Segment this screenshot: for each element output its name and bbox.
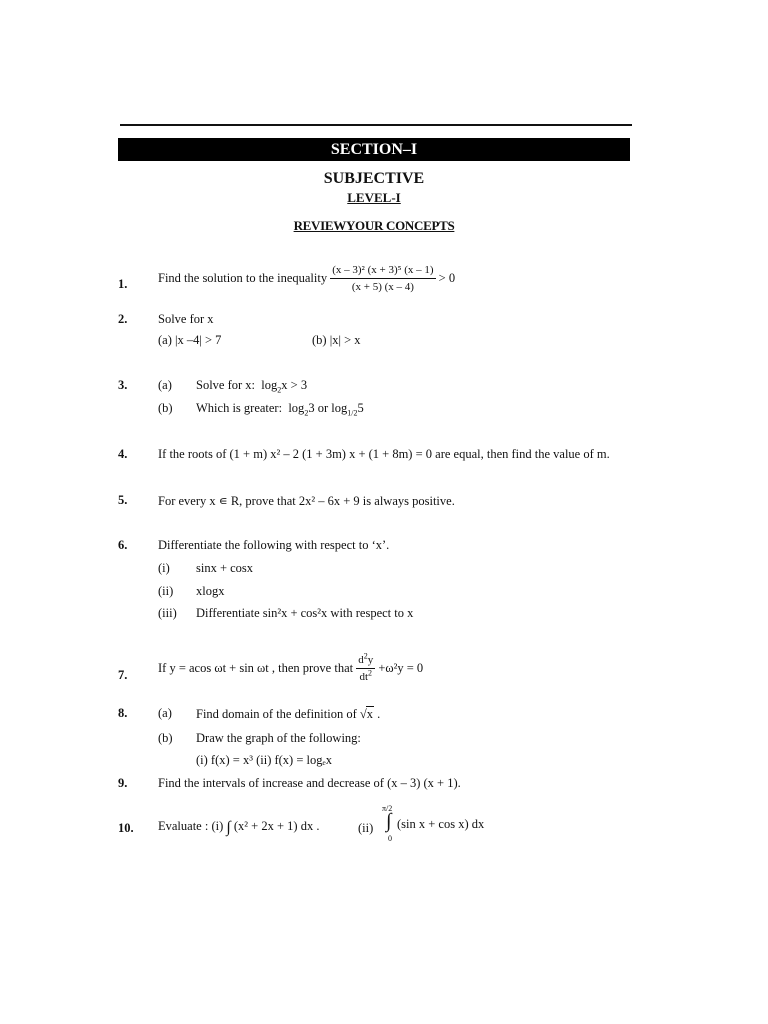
q1-number: 1. bbox=[118, 277, 128, 291]
q6-i-label: (i) bbox=[158, 561, 170, 575]
q1-denominator: (x + 5) (x – 4) bbox=[351, 281, 414, 293]
q2-part-b: (b) |x| > x bbox=[312, 333, 361, 347]
q2-text: Solve for x bbox=[158, 312, 214, 326]
q3-a-question: Solve for x: $\log_2x > 3$ bbox=[196, 378, 308, 395]
q3-b-label: (b) bbox=[158, 401, 173, 415]
q5-number: 5. bbox=[118, 493, 128, 507]
q8-a-label: (a) bbox=[158, 706, 172, 720]
q1-numerator: (x – 3)² (x + 3)⁵ (x – 1) bbox=[330, 264, 435, 279]
top-rule bbox=[120, 124, 632, 126]
q8-a-text: Find domain of the definition of bbox=[196, 707, 357, 721]
q8-b-text: Draw the graph of the following: bbox=[196, 731, 361, 745]
q3-b-question: Which is greater: $\log_23$ or $\log_{1/2}5$ bbox=[196, 401, 364, 418]
q3-a-text: Solve for x: bbox=[196, 378, 256, 392]
q6-iii-text: Differentiate sin²x + cos²x with respect to x bbox=[196, 606, 414, 620]
subjective-heading: SUBJECTIVE bbox=[323, 170, 425, 187]
q6-ii-text: xlogx bbox=[196, 584, 225, 598]
q10-i-expr: (x² + 2x + 1) dx . bbox=[233, 819, 320, 833]
q5-text: For every x ∊ R, prove that 2x² – 6x + 9 is always positive. bbox=[158, 494, 455, 508]
q9-number: 9. bbox=[118, 776, 128, 790]
q10-ii-label: (ii) bbox=[358, 821, 374, 835]
integral-sign-ii: ∫ bbox=[386, 810, 392, 832]
q3-or: or bbox=[317, 401, 329, 415]
q6-ii-label: (ii) bbox=[158, 584, 174, 598]
sqrt-symbol: √ bbox=[359, 707, 367, 721]
q8-b-parts: (i) f(x) = x³ (ii) f(x) = logₑx bbox=[196, 753, 332, 767]
q7-derivative: $\frac{d^2y}{dt^2}$ bbox=[358, 651, 374, 683]
q8-b-label: (b) bbox=[158, 731, 173, 745]
q4-number: 4. bbox=[118, 447, 128, 461]
q3-number: 3. bbox=[118, 378, 128, 392]
q10-part-i bbox=[158, 819, 319, 837]
q1-question bbox=[158, 264, 455, 293]
q1-fraction bbox=[330, 264, 435, 293]
q7-text: If y = acos ωt + sin ωt , then prove that bbox=[158, 661, 354, 675]
q10-text: Evaluate : (i) bbox=[158, 819, 224, 833]
q1-rhs: > 0 bbox=[438, 271, 456, 285]
q9-text: Find the intervals of increase and decrease of (x – 3) (x + 1). bbox=[158, 776, 461, 790]
level-heading: LEVEL-I bbox=[347, 190, 401, 205]
q10-number: 10. bbox=[118, 821, 134, 835]
q7-number: 7. bbox=[118, 668, 128, 682]
q6-iii-label: (iii) bbox=[158, 606, 177, 620]
section-banner: SECTION–I bbox=[118, 138, 630, 161]
q8-number: 8. bbox=[118, 706, 128, 720]
q3-b-text: Which is greater: bbox=[196, 401, 283, 415]
q3-a-label: (a) bbox=[158, 378, 172, 392]
q1-text: Find the solution to the inequality bbox=[158, 271, 328, 285]
review-heading: REVIEWYOUR CONCEPTS bbox=[293, 218, 455, 233]
q10-ii-expr: (sin x + cos x) dx bbox=[397, 817, 485, 831]
integral-sign-i: ∫ bbox=[226, 819, 231, 836]
q7-rest: +ω²y = 0 bbox=[378, 661, 424, 675]
q10-lower-limit: 0 bbox=[388, 834, 392, 843]
q7-question bbox=[158, 651, 424, 683]
q4-text: If the roots of (1 + m) x² – 2 (1 + 3m) x + (1 + 8m) = 0 are equal, then find the value of m. bbox=[158, 447, 610, 461]
q8-a-question: Find domain of the definition of √x . bbox=[196, 707, 381, 721]
q2-part-a: (a) |x –4| > 7 bbox=[158, 333, 222, 347]
q6-i-text: sinx + cosx bbox=[196, 561, 254, 575]
q6-number: 6. bbox=[118, 538, 128, 552]
q10-upper-limit: π/2 bbox=[382, 804, 393, 813]
q2-number: 2. bbox=[118, 312, 128, 326]
q6-text: Differentiate the following with respect to ‘x’. bbox=[158, 538, 390, 552]
